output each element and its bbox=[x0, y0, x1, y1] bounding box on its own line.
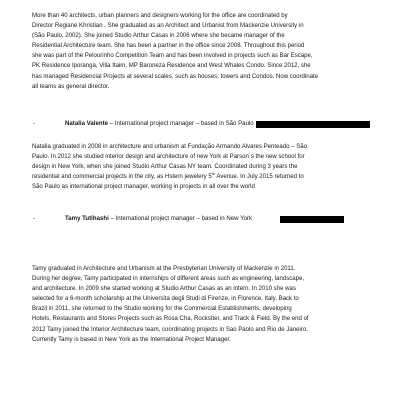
ordinal-suffix: th bbox=[211, 171, 216, 177]
redaction-bar bbox=[256, 121, 370, 128]
entry-heading bbox=[65, 118, 254, 130]
staff-entry-tamy bbox=[0, 213, 400, 225]
text-line bbox=[32, 172, 368, 182]
text-line: PK Residence Iporanga, Villa Itaim, MP Baroneza Residence and West Whales Condo. Since 2012, she bbox=[32, 63, 311, 70]
entry-heading bbox=[65, 213, 252, 225]
bullet-marker: - bbox=[33, 215, 36, 222]
text-line: 2012 Tamy joined the Interior Architecture team, coordinating projects in Sao Paolo and Rio de Janeiro. bbox=[32, 326, 308, 333]
text-line: Hotels, Restaurants and Stores Projects such as Rosa Cha, Rockstter, and Track & Field. By the end of bbox=[32, 316, 309, 323]
text-line: Brazil in 2011, she returned to the Studio working for the Commercial Establishments, developing bbox=[32, 306, 292, 313]
text-line: she was part of the Pelourinho Competition Team and has been involved in projects such as Bar Escape, bbox=[32, 53, 313, 60]
text-line: During her degree, Tamy participated in internships of different areas such as engineering, landscape, bbox=[32, 276, 305, 283]
text-line: (São Paulo, 2002). She joined Studio Arthur Casas in 2006 where she became manager of the bbox=[32, 33, 285, 40]
text-line: Director Regiane Khristian . She graduated as an Architect and Urbanist from Mackenzie University in bbox=[32, 23, 304, 30]
text-line: design in New York, when she joined Studio Arthur Casas NY team. Coordinated during 3 years the bbox=[32, 164, 298, 171]
staff-name: Tamy Tutihashi bbox=[65, 215, 109, 222]
text-line: Natalia graduated in 2008 in architecture and urbanism at Fundação Armando Alvares Penteado – São bbox=[32, 144, 307, 150]
text-line: Residential Architecture team. She has been a partner in the office since 2008. Throughout this period bbox=[32, 43, 305, 50]
text-line: Tamy graduated in Architecture and Urbanism at the Presbyterian University of Mackenzie in 2011. bbox=[32, 266, 296, 272]
text-line: and architecture. In 2009 she started working at Studio Arthur Casas as an intern. In 2010 she was bbox=[32, 286, 296, 293]
redaction-bar bbox=[280, 216, 344, 223]
text-line: Currently Tamy is based in New York as the International Project Manager. bbox=[32, 336, 231, 343]
staff-role: – International project manager – based in New York bbox=[108, 215, 253, 222]
paragraph-natalia-bio bbox=[32, 142, 368, 192]
paragraph-regiane-bio bbox=[32, 11, 368, 92]
text-line: selected for a 6-month scholarship at the Universita degli Studi di Firenze, in Florence, Italy. Back to bbox=[32, 296, 299, 303]
text-line: Paulo. In 2012 she studied interior design and architecture of new York at Parson´s the new school for bbox=[32, 154, 305, 161]
staff-entry-natalia bbox=[0, 118, 400, 130]
staff-role: – International project manager – based in São Paulo bbox=[108, 120, 254, 127]
text-line: São Paulo as international project manager, working in projects in all over the world bbox=[32, 184, 255, 191]
text-segment: residential and commercial projects in the city, as Hstern jewelery 5 bbox=[32, 174, 212, 181]
text-line: all teams as general director. bbox=[32, 83, 110, 90]
staff-name: Natalia Valente bbox=[65, 120, 109, 127]
bullet-marker: - bbox=[33, 120, 36, 127]
paragraph-tamy-bio bbox=[32, 264, 368, 345]
text-segment: Avenue. In July 2015 returned to bbox=[215, 174, 304, 181]
text-line: More than 40 architects, urban planners and designers working for the office are coordinated by bbox=[32, 13, 288, 19]
text-line: has managed Residencial Projects at several scales, such as houses, towers and Condos. Now coordinate bbox=[32, 73, 319, 80]
